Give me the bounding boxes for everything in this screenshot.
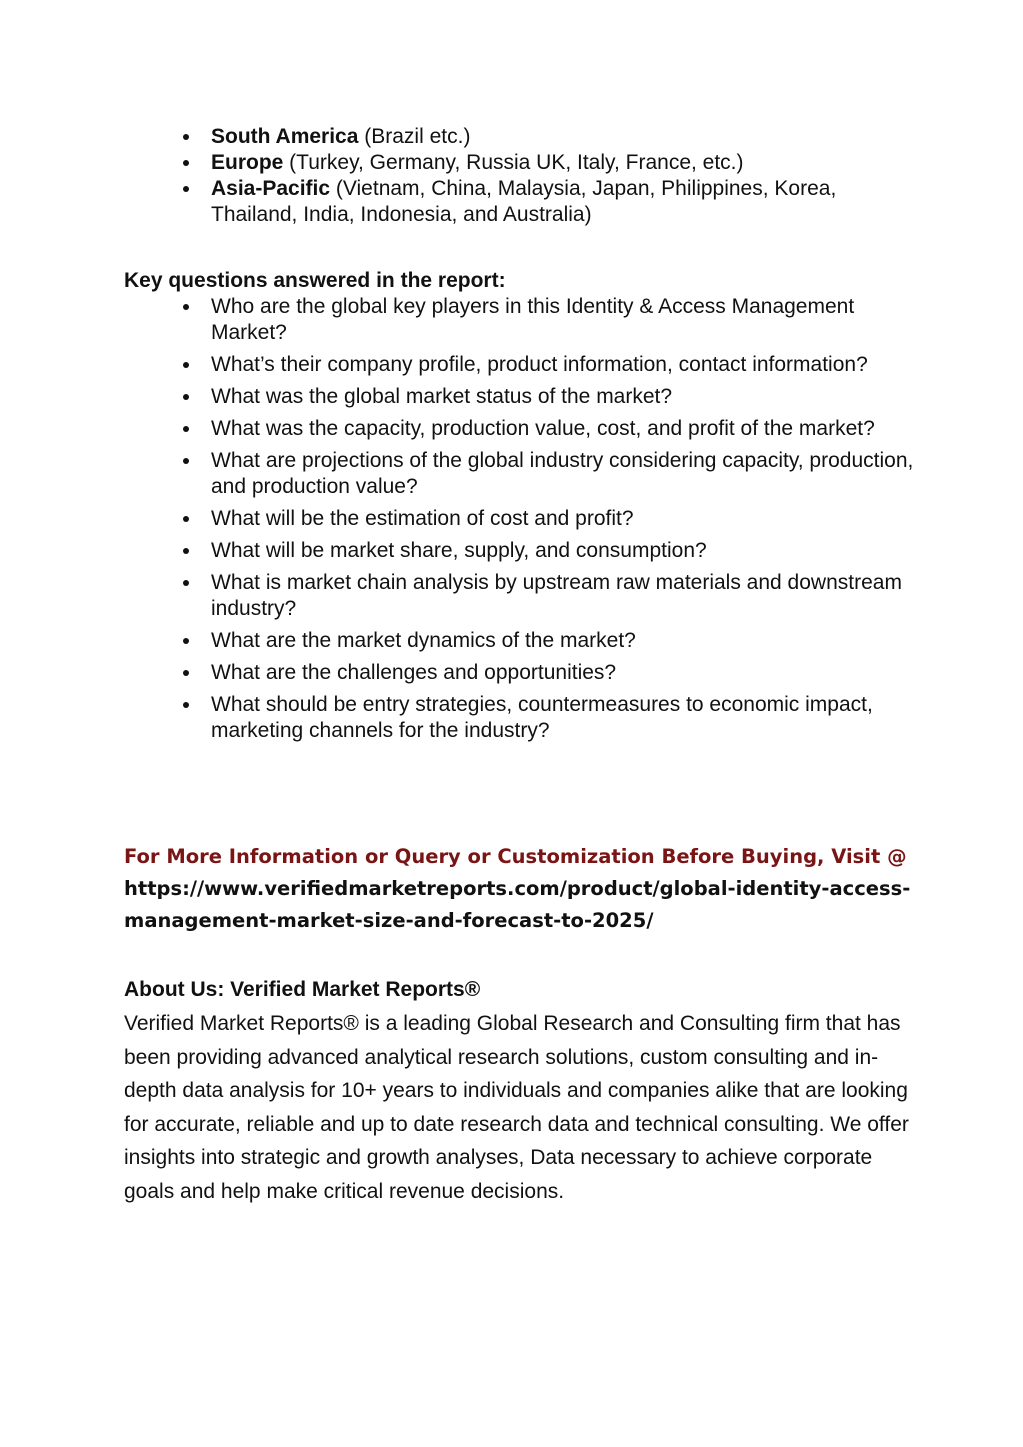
bullet-icon — [183, 548, 189, 554]
region-detail: (Brazil etc.) — [358, 125, 471, 148]
bullet-icon — [183, 516, 189, 522]
question-text: What will be market share, supply, and consumption? — [211, 539, 707, 562]
region-name: South America — [211, 125, 359, 148]
region-name: Asia-Pacific — [211, 177, 331, 200]
bullet-icon — [183, 394, 189, 400]
bullet-icon — [183, 134, 189, 140]
question-text: What should be entry strategies, countermeasures to economic impact, marketing channels for the industry? — [211, 693, 873, 742]
bullet-icon — [183, 580, 189, 586]
question-text: What are projections of the global industry considering capacity, production, and production value? — [211, 449, 914, 498]
region-list — [124, 124, 914, 228]
list-item — [124, 150, 914, 176]
cta-lead-text: For More Information or Query or Customization Before Buying, Visit @ — [124, 845, 907, 868]
list-item — [124, 692, 914, 744]
about-heading: About Us: Verified Market Reports® — [124, 978, 481, 1001]
list-item — [124, 294, 914, 346]
bullet-icon — [183, 670, 189, 676]
bullet-icon — [183, 702, 189, 708]
list-item — [124, 570, 914, 622]
question-text: What are the market dynamics of the market? — [211, 629, 636, 652]
list-item — [124, 416, 914, 442]
list-item — [124, 628, 914, 654]
bullet-icon — [183, 362, 189, 368]
bullet-icon — [183, 304, 189, 310]
list-item — [124, 124, 914, 150]
list-item — [124, 384, 914, 410]
more-info-cta — [124, 841, 914, 937]
question-text: What’s their company profile, product information, contact information? — [211, 353, 868, 376]
key-questions-list — [124, 294, 914, 750]
product-url-link[interactable]: https://www.verifiedmarketreports.com/product/global-identity-access-management-market-size-and-forecast-to-2025/ — [124, 877, 911, 932]
list-item — [124, 660, 914, 686]
bullet-icon — [183, 186, 189, 192]
list-item — [124, 506, 914, 532]
list-item — [124, 538, 914, 564]
question-text: What are the challenges and opportunities? — [211, 661, 617, 684]
about-body: Verified Market Reports® is a leading Global Research and Consulting firm that has been providing advanced analytical research solutions, custom consulting and in-depth data analysis for 10+ years to individuals and companies alike that are looking for accurate, reliable and up to date research data and technical consulting. We offer insights into strategic and growth analyses, Data necessary to achieve corporate goals and help make critical revenue decisions. — [124, 1012, 909, 1203]
key-questions-heading: Key questions answered in the report: — [124, 269, 506, 292]
question-text: What was the global market status of the market? — [211, 385, 673, 408]
question-text: What will be the estimation of cost and profit? — [211, 507, 634, 530]
region-detail: (Turkey, Germany, Russia UK, Italy, France, etc.) — [283, 151, 744, 174]
bullet-icon — [183, 426, 189, 432]
question-text: What is market chain analysis by upstream raw materials and downstream industry? — [211, 571, 902, 620]
list-item — [124, 352, 914, 378]
question-text: What was the capacity, production value, cost, and profit of the market? — [211, 417, 875, 440]
question-text: Who are the global key players in this Identity & Access Management Market? — [211, 295, 855, 344]
bullet-icon — [183, 638, 189, 644]
region-name: Europe — [211, 151, 284, 174]
bullet-icon — [183, 458, 189, 464]
bullet-icon — [183, 160, 189, 166]
region-detail: (Vietnam, China, Malaysia, Japan, Philippines, Korea, Thailand, India, Indonesia, and Australia) — [211, 177, 837, 226]
list-item — [124, 176, 914, 228]
list-item — [124, 448, 914, 500]
